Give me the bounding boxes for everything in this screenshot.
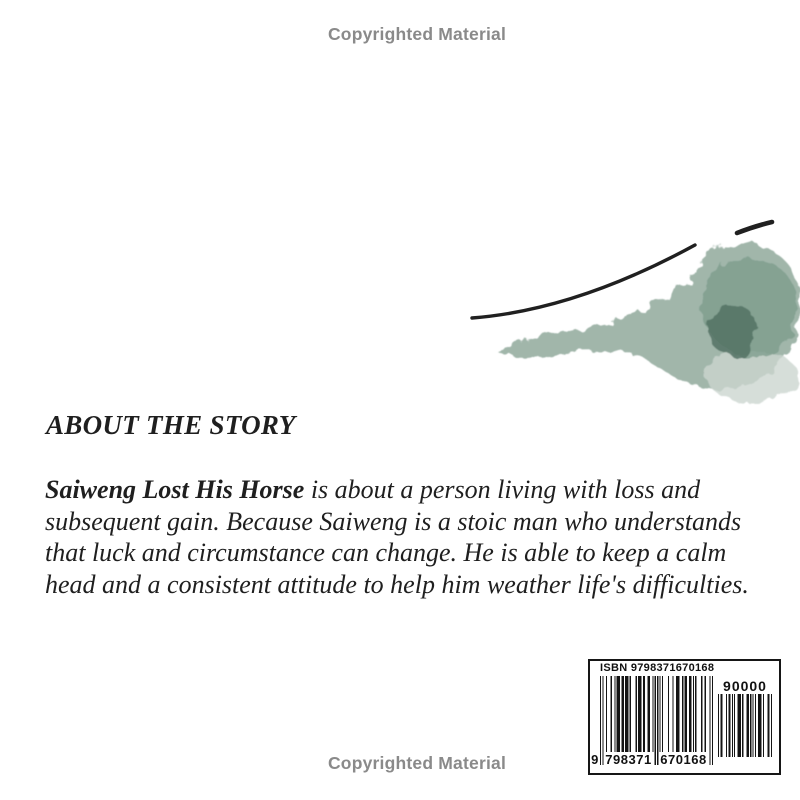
isbn-digit-lead: 9 [591,752,599,767]
story-line-2: subsequent gain. Because Saiweng is a stoic man who understands [45,506,742,536]
ink-short-stroke [737,222,772,233]
watercolor-fade-spot [706,350,798,402]
isbn-digit-group2: 670168 [660,752,707,767]
watercolor-illustration [440,180,800,410]
watercolor-dark-patch [708,304,756,356]
book-title: Saiweng Lost His Horse [45,475,305,504]
isbn-digit-group1: 798371 [605,752,652,767]
price-addon-label: 90000 [723,678,767,694]
story-paragraph [45,474,749,600]
ean5-addon-barcode-bars [718,694,772,757]
story-line-3: that luck and circumstance can change. He is able to keep a calm [45,538,727,567]
copyright-notice-bottom: Copyrighted Material [327,753,507,773]
about-heading: ABOUT THE STORY [46,410,296,440]
story-line-1 [45,474,749,506]
story-line-4: head and a consistent attitude to help him weather life's difficulties. [45,569,749,599]
isbn-label: ISBN 9798371670168 [600,662,715,674]
copyright-notice-top: Copyrighted Material [327,24,507,44]
story-line-1-rest: is about a person living with loss and [304,475,701,504]
